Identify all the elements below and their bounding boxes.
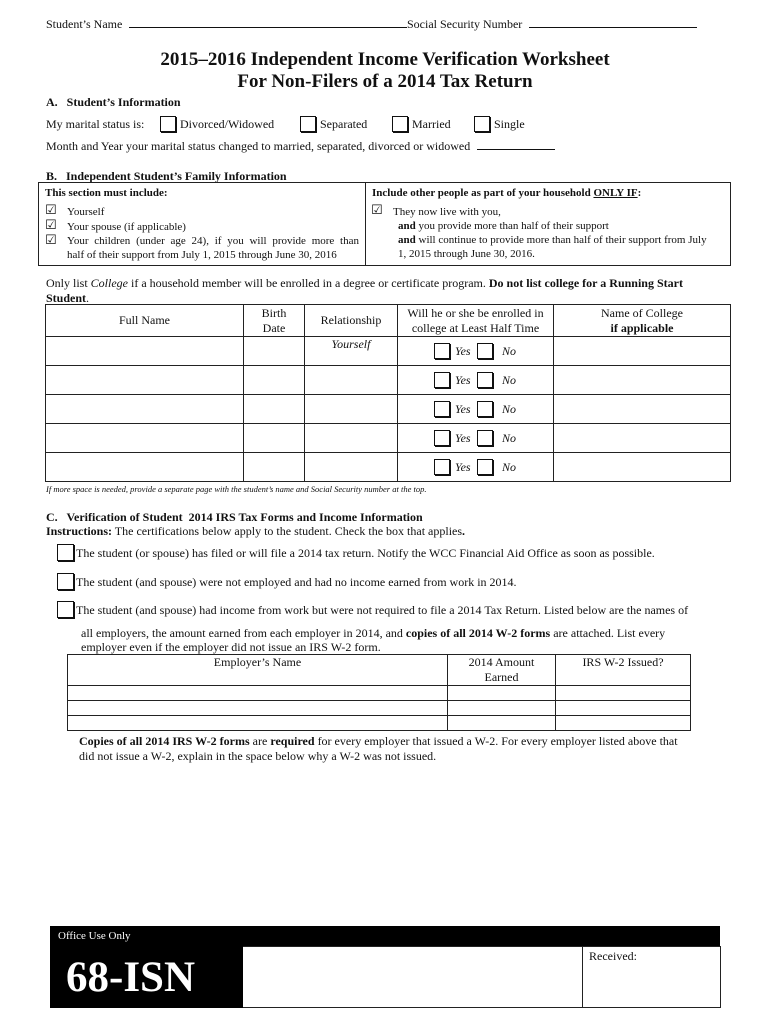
w2-note-line-2: did not issue a W-2, explain in the space below why a W-2 was not issued.: [79, 749, 437, 763]
date-label: Date: [262, 320, 286, 335]
employer-cell[interactable]: [68, 701, 448, 716]
married-label: Married: [412, 117, 451, 131]
col-college: [554, 305, 731, 337]
family-table: [45, 304, 731, 482]
no-label: No: [502, 460, 517, 474]
continue-support: [398, 234, 707, 246]
continue-support-text: will continue to provide more than half of their support from July: [415, 234, 707, 246]
form-code-block: [50, 946, 243, 1008]
no-checkbox[interactable]: [477, 343, 493, 359]
must-include-heading: This section must include:: [45, 187, 168, 199]
section-c-heading: C. Verification of Student 2014 IRS Tax Forms and Income Information: [46, 510, 423, 524]
enrolled-label: Will he or she be enrolled in: [407, 305, 544, 320]
received-label: Received:: [589, 949, 637, 963]
include-yourself: Yourself: [67, 206, 105, 218]
marital-status-label: My marital status is:: [46, 117, 145, 131]
instructions-label: Instructions:: [46, 524, 113, 538]
note-bold: Student: [46, 291, 87, 305]
instructions-text: The certifications below apply to the student. Check the box that applies: [112, 524, 463, 538]
col-amount-earned: [448, 655, 556, 686]
birth-cell[interactable]: [244, 453, 305, 482]
college-cell[interactable]: [554, 337, 731, 366]
include-spouse: Your spouse (if applicable): [67, 221, 186, 233]
household-rules-divider: [365, 183, 366, 265]
title-line-2: For Non-Filers of a 2014 Tax Return: [237, 71, 533, 92]
relationship-cell: Yourself: [305, 337, 398, 366]
form-code: 68-ISN: [66, 954, 196, 1001]
no-label: No: [502, 344, 517, 358]
only-if-text: ONLY IF: [593, 187, 638, 199]
col-relationship: Relationship: [305, 305, 398, 337]
yes-checkbox[interactable]: [434, 372, 450, 388]
check-icon: ☑: [371, 203, 383, 218]
enrolled-cell: [398, 453, 554, 482]
student-name-field[interactable]: [46, 17, 407, 32]
college-note: [46, 276, 736, 306]
provide-support-text: you provide more than half of their support: [415, 220, 609, 232]
separated-checkbox[interactable]: [300, 116, 316, 132]
college-cell[interactable]: [554, 424, 731, 453]
yes-label: Yes: [455, 402, 471, 416]
note-text: if a household member will be enrolled in a degree or certificate program.: [128, 276, 489, 290]
no-label: No: [502, 431, 517, 445]
name-cell[interactable]: [46, 337, 244, 366]
amount-cell[interactable]: [448, 701, 556, 716]
and-text: and: [398, 220, 416, 232]
no-checkbox[interactable]: [477, 401, 493, 417]
no-label: No: [502, 373, 517, 387]
table-row: [68, 716, 691, 731]
include-children: Your children (under age 24), if you will provide more than: [67, 235, 359, 247]
relationship-cell[interactable]: [305, 395, 398, 424]
not-employed-label: The student (and spouse) were not employed and had no income earned from work in 2014.: [76, 575, 517, 589]
other-people-heading: [372, 187, 641, 199]
col-birth-date: [244, 305, 305, 337]
relationship-cell[interactable]: [305, 453, 398, 482]
household-rules-box: [38, 182, 731, 266]
note-text: Only list: [46, 276, 91, 290]
name-cell[interactable]: [46, 395, 244, 424]
no-checkbox[interactable]: [477, 372, 493, 388]
check-icon: ☑: [45, 218, 57, 233]
table-row: [46, 424, 731, 453]
not-required-checkbox[interactable]: [57, 601, 74, 618]
college-label: if applicable: [610, 320, 674, 335]
col-w2-issued: IRS W-2 Issued?: [556, 655, 691, 686]
family-table-footnote: If more space is needed, provide a separate page with the student’s name and Social Security number at the top.: [46, 484, 427, 494]
relationship-cell[interactable]: [305, 366, 398, 395]
section-b-heading: B. Independent Student’s Family Information: [46, 169, 287, 183]
filed-return-label: The student (or spouse) has filed or will file a 2014 tax return. Notify the WCC Financial Aid Office as soon as possible.: [76, 546, 655, 560]
provide-support: [398, 220, 609, 232]
college-cell[interactable]: [554, 366, 731, 395]
amount-cell[interactable]: [448, 716, 556, 731]
student-name-label: Student’s Name: [46, 17, 123, 31]
colon-text: :: [637, 187, 642, 199]
divorced-checkbox[interactable]: [160, 116, 176, 132]
yes-label: Yes: [455, 431, 471, 445]
note-bold: Do not list college for a Running Start: [488, 276, 683, 290]
office-use-label: Office Use Only: [58, 930, 131, 942]
ssn-label: Social Security Number: [407, 17, 523, 31]
w2-note-bold: Copies of all 2014 IRS W-2 forms: [79, 734, 250, 748]
page-title: [0, 49, 770, 93]
col-full-name: Full Name: [46, 305, 244, 337]
check-icon: ☑: [45, 203, 57, 218]
single-checkbox[interactable]: [474, 116, 490, 132]
married-checkbox[interactable]: [392, 116, 408, 132]
name-cell[interactable]: [46, 424, 244, 453]
w2-cell[interactable]: [556, 716, 691, 731]
note-text: .: [86, 291, 90, 305]
name-cell[interactable]: [46, 453, 244, 482]
office-use-box: [50, 926, 720, 1008]
yes-checkbox[interactable]: [434, 430, 450, 446]
enrolled-cell: [398, 366, 554, 395]
enrolled-cell: [398, 395, 554, 424]
earned-label: Earned: [484, 670, 519, 684]
employer-table: [67, 654, 691, 731]
table-row: [46, 395, 731, 424]
other-people-heading-text: Include other people as part of your household: [372, 187, 594, 199]
w2-cell[interactable]: [556, 686, 691, 701]
separated-label: Separated: [320, 117, 368, 131]
employer-cell[interactable]: [68, 686, 448, 701]
detail-text: all employers, the amount earned from each employer in 2014, and: [81, 626, 406, 640]
college-cell[interactable]: [554, 395, 731, 424]
support-dates: 1, 2015 through June 30, 2016.: [398, 248, 535, 260]
explanation-area[interactable]: [79, 770, 719, 920]
not-required-detail: [81, 626, 665, 641]
note-college: College: [90, 276, 128, 290]
yes-checkbox[interactable]: [434, 459, 450, 475]
table-row: [68, 701, 691, 716]
section-a-heading: A. Student’s Information: [46, 95, 181, 109]
section-c-instructions: [46, 524, 465, 539]
live-with-you: They now live with you,: [393, 206, 501, 218]
yes-label: Yes: [455, 460, 471, 474]
no-label: No: [502, 402, 517, 416]
include-children-cont: half of their support from July 1, 2015 through June 30, 2016: [67, 249, 337, 261]
col-enrolled: [398, 305, 554, 337]
ssn-field[interactable]: [407, 17, 697, 32]
received-box[interactable]: [582, 946, 721, 1008]
no-checkbox[interactable]: [477, 459, 493, 475]
single-label: Single: [494, 117, 525, 131]
w2-cell[interactable]: [556, 701, 691, 716]
enrolled-label: college at Least Half Time: [411, 320, 540, 335]
not-required-detail-2: employer even if the employer did not issue an IRS W-2 form.: [81, 640, 381, 654]
instructions-dot: .: [462, 524, 466, 538]
relationship-cell[interactable]: [305, 424, 398, 453]
employer-cell[interactable]: [68, 716, 448, 731]
birth-cell[interactable]: [244, 337, 305, 366]
detail-bold: copies of all 2014 W-2 forms: [405, 626, 551, 640]
yes-checkbox[interactable]: [434, 401, 450, 417]
office-use-bar: [50, 926, 720, 946]
not-employed-checkbox[interactable]: [57, 573, 74, 590]
name-cell[interactable]: [46, 366, 244, 395]
col-employer-name: Employer’s Name: [68, 655, 448, 686]
and-text: and: [398, 234, 416, 246]
college-label: Name of College: [601, 305, 683, 320]
divorced-label: Divorced/Widowed: [180, 117, 275, 131]
birth-cell[interactable]: [244, 424, 305, 453]
not-required-label: The student (and spouse) had income from work but were not required to file a 2014 Tax Return. Listed below are the names of: [76, 603, 689, 617]
title-line-1: 2015–2016 Independent Income Verification Worksheet: [160, 49, 610, 70]
office-notes-area[interactable]: [243, 946, 583, 1008]
yes-label: Yes: [455, 373, 471, 387]
table-row: [68, 686, 691, 701]
w2-note-bold: required: [270, 734, 315, 748]
birth-cell[interactable]: [244, 395, 305, 424]
yes-label: Yes: [455, 344, 471, 358]
employer-table-header: [68, 655, 691, 686]
w2-note-text: for every employer that issued a W-2. For every employer listed above that: [314, 734, 678, 748]
birth-cell[interactable]: [244, 366, 305, 395]
college-cell[interactable]: [554, 453, 731, 482]
enrolled-cell: [398, 337, 554, 366]
no-checkbox[interactable]: [477, 430, 493, 446]
amount-cell[interactable]: [448, 686, 556, 701]
birth-label: Birth: [261, 305, 287, 320]
yes-checkbox[interactable]: [434, 343, 450, 359]
family-table-header: [46, 305, 731, 337]
detail-text: are attached. List every: [550, 626, 666, 640]
filed-return-checkbox[interactable]: [57, 544, 74, 561]
amount-label: 2014 Amount: [468, 655, 535, 669]
marital-change-field[interactable]: [46, 139, 555, 154]
w2-note-text: are: [249, 734, 271, 748]
table-row: [46, 453, 731, 482]
table-row: [46, 366, 731, 395]
enrolled-cell: [398, 424, 554, 453]
w2-note: [79, 734, 678, 764]
marital-change-label: Month and Year your marital status changed to married, separated, divorced or widowed: [46, 139, 471, 153]
table-row: [46, 337, 731, 366]
check-icon: ☑: [45, 233, 57, 248]
